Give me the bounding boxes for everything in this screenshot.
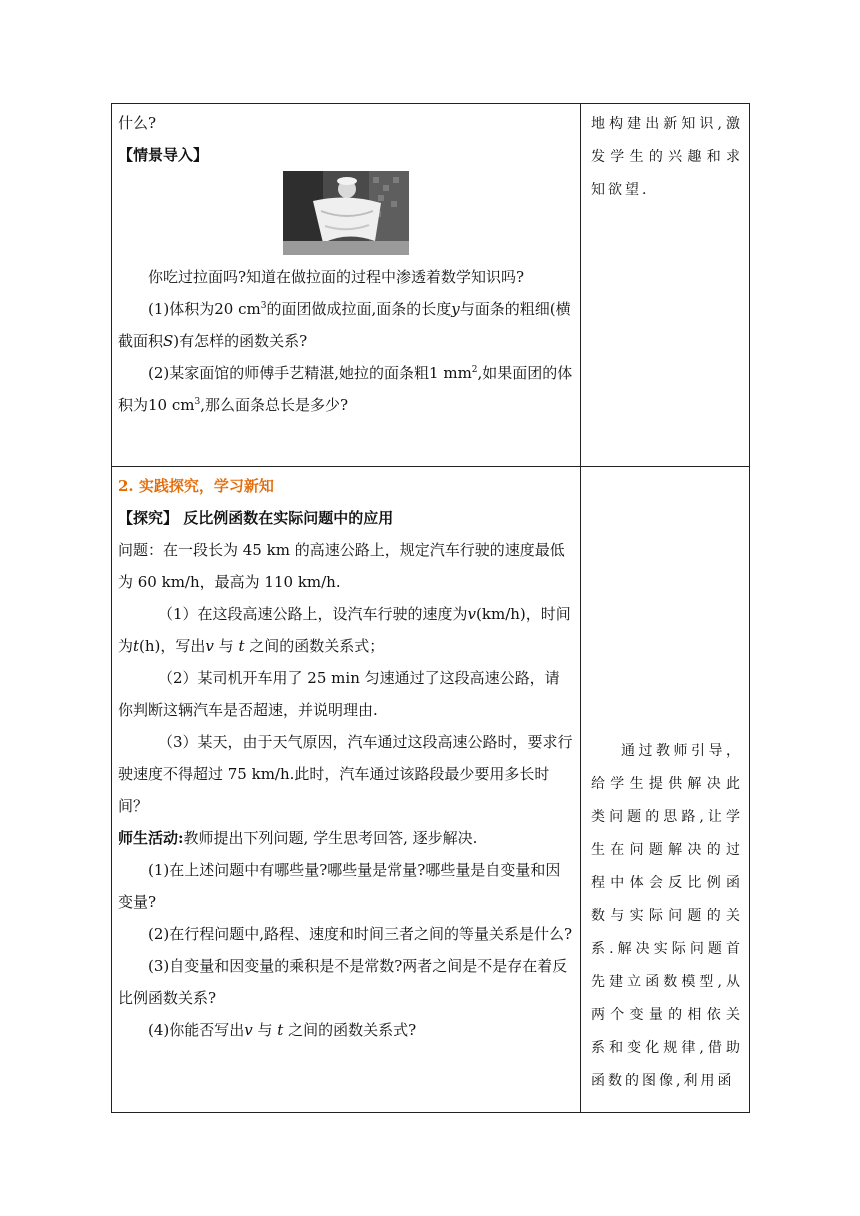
q1-volume-exponent: 3: [260, 301, 267, 311]
activity-question-2: (2)在行程问题中,路程、速度和时间三者之间的等量关系是什么?: [148, 925, 573, 943]
activity-question-1: (1)在上述问题中有哪些量?哪些量是常量?哪些量是自变量和因变量?: [118, 861, 561, 911]
p1-var-t2: t: [238, 637, 245, 655]
a4-a: (4)你能否写出: [148, 1021, 245, 1039]
row2-main-cell: [112, 467, 581, 1112]
problem-part-2: （2）某司机开车用了 25 min 匀速通过了这段高速公路，请你判断这辆汽车是否超速，并说明理由.: [118, 669, 560, 719]
side-note: 通过教师引导，给学生提供解决此类问题的思路,让学生在问题解决的过程中体会反比例函数与实际问题的关系.解决实际问题首先建立函数模型,从两个变量的相依关系和变化规律,借助函数的图像,利用函: [591, 743, 743, 1089]
intro-paragraph: 你吃过拉面吗?知道在做拉面的过程中渗透着数学知识吗?: [148, 268, 525, 286]
p1-d: 与: [213, 637, 239, 655]
q1-volume: 20 cm: [214, 300, 261, 318]
side-note: 地构建出新知识,激发学生的兴趣和求知欲望.: [591, 116, 743, 198]
top-text: 什么?: [118, 114, 157, 132]
table-row: [112, 104, 749, 467]
explore-heading: [118, 502, 574, 534]
p1-var-v2: v: [205, 637, 214, 655]
q1-part-a: (1)体积为: [148, 300, 215, 318]
activity-text: 教师提出下列问题, 学生思考回答, 逐步解决.: [183, 829, 478, 847]
lesson-table: [111, 103, 750, 1113]
a4-b: 与: [252, 1021, 278, 1039]
table-row: [112, 467, 749, 1112]
activity-label: 师生活动:: [118, 829, 184, 847]
row2-side-cell: [581, 467, 749, 1112]
q1-var-y: y: [451, 300, 460, 318]
section-title: 2. 实践探究，学习新知: [118, 477, 274, 495]
explore-label: 【探究】: [118, 509, 179, 527]
noodle-maker-photo: [283, 171, 409, 255]
question-1: [118, 293, 574, 357]
a4-var-t: t: [277, 1021, 284, 1039]
q2-thickness-exponent: 2: [471, 365, 478, 375]
activity-question-3: (3)自变量和因变量的乘积是不是常数?两者之间是不是存在着反比例函数关系?: [118, 957, 568, 1007]
p1-b: (km/h)，时间为: [118, 605, 571, 655]
row1-main-cell: [112, 104, 581, 466]
activity-question-4: [118, 1014, 574, 1046]
p1-e: 之间的函数关系式；: [244, 637, 385, 655]
q2-volume-exponent: 3: [194, 397, 201, 407]
p1-a: （1）在这段高速公路上，设汽车行驶的速度为: [158, 605, 468, 623]
q1-part-d: 与面条的粗细(横截面积: [118, 300, 571, 350]
p1-var-t: t: [133, 637, 140, 655]
q2-part-a: (2)某家面馆的师傅手艺精湛,她拉的面条粗: [148, 364, 430, 382]
explore-title: 反比例函数在实际问题中的应用: [178, 509, 394, 527]
problem-part-3: （3）某天，由于天气原因，汽车通过这段高速公路时，要求行驶速度不得超过 75 km/h.此时，汽车通过该路段最少要用多长时间？: [118, 733, 573, 815]
q1-part-c: 的面团做成拉面,面条的长度: [266, 300, 452, 318]
q2-part-e: ,那么面条总长是多少?: [200, 396, 349, 414]
problem-statement: 问题：在一段长为 45 km 的高速公路上，规定汽车行驶的速度最低为 60 km/h，最高为 110 km/h.: [118, 541, 565, 591]
p1-c: (h)，写出: [139, 637, 206, 655]
scene-heading: 【情景导入】: [118, 146, 209, 164]
photo-illustration: [283, 171, 409, 255]
q2-part-c: ,如果面团的体积为: [118, 364, 573, 414]
problem-part-1: [118, 598, 574, 662]
activity-line: [118, 822, 574, 854]
question-2: [118, 357, 574, 421]
q2-volume: 10 cm: [148, 396, 195, 414]
q1-var-s: S: [163, 332, 174, 350]
row1-side-cell: [581, 104, 749, 466]
p1-var-v: v: [467, 605, 477, 623]
q2-thickness: 1 mm: [429, 364, 472, 382]
a4-c: 之间的函数关系式?: [283, 1021, 417, 1039]
a4-var-v: v: [244, 1021, 253, 1039]
q1-part-e: )有怎样的函数关系?: [173, 332, 308, 350]
